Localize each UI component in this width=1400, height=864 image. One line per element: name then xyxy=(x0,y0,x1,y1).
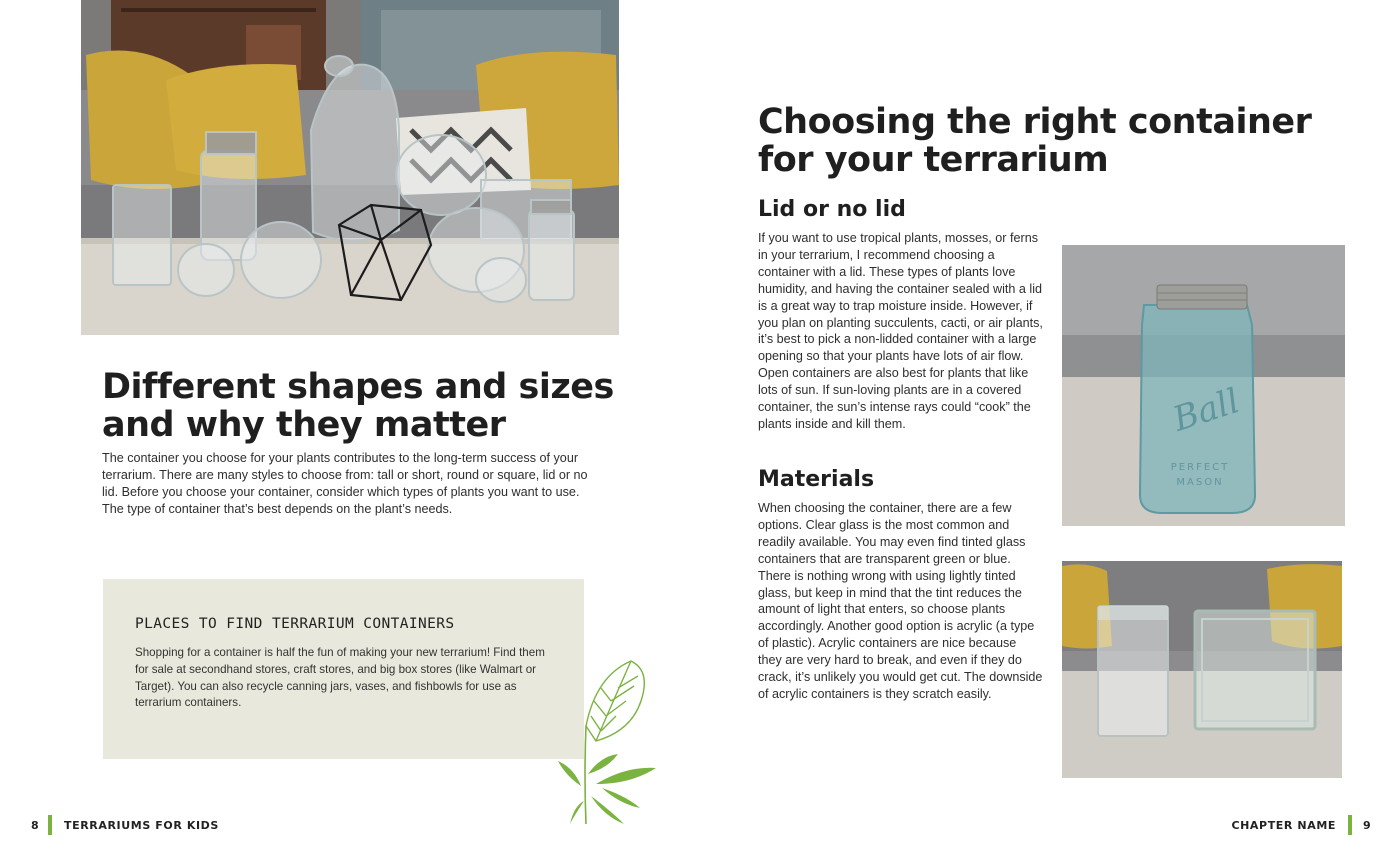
sidebar-text: Shopping for a container is half the fun of making your new terrarium! Find them for sale at secondhand stores, craft stores, and big box stores (like Walmart or Target). You can also recycle canning jars, vases, and fishbowls for use as terrarium containers. xyxy=(135,646,545,710)
footer-accent-bar xyxy=(1348,815,1352,835)
footer-book-title: TERRARIUMS FOR KIDS xyxy=(64,819,219,832)
sidebar-box xyxy=(103,579,584,759)
section-text-materials: When choosing the container, there are a few options. Clear glass is the most common and readily available. You may even find tinted glass containers that are transparent green or blue. There is nothing wrong with using lightly tinted glass, but keep in mind that the tint reduces the amount of light that enters, so choose plants accordingly. Another good option is acrylic (a type of plastic). Acrylic containers are nice because they are very hard to break, and even if they do crack, it’s unlikely you would get cut. The downside of acrylic containers is they scratch easily. xyxy=(758,501,1043,701)
jar-line1-text: PERFECT xyxy=(1170,462,1230,473)
sidebar-title: PLACES TO FIND TERRARIUM CONTAINERS xyxy=(135,616,455,632)
glass-cubes-photo xyxy=(1062,561,1342,778)
jar-brand-text: Ball xyxy=(1168,381,1245,440)
jar-line2-text: MASON xyxy=(1176,477,1224,488)
page-number-right: 9 xyxy=(1363,819,1371,832)
mason-jar-photo xyxy=(1062,245,1345,526)
leaf-illustration xyxy=(556,656,664,826)
section-heading-materials: Materials xyxy=(758,467,875,492)
glass-containers-photo xyxy=(81,0,619,335)
page-heading: Different shapes and sizes and why they matter xyxy=(102,367,614,445)
section-heading-lid: Lid or no lid xyxy=(758,197,906,222)
section-text-lid: If you want to use tropical plants, mosses, or ferns in your terrarium, I recommend choosing a container with a lid. These types of plants love humidity, and having the container sealed with a lid is a great way to trap moisture inside. However, if you plan on planting succulents, cacti, or air plants, it’s best to pick a non-lidded container with a large opening so that your plants have lots of air flow. Open containers are also best for plants that like lots of sun. If sun-loving plants are in a covered container, the sun’s intense rays could “cook” the plants inside and kill them. xyxy=(758,231,1043,431)
footer-accent-bar xyxy=(48,815,52,835)
page-number-left: 8 xyxy=(31,819,39,832)
footer-chapter-name: CHAPTER NAME xyxy=(1231,819,1336,832)
page-heading: Choosing the right container for your terrarium xyxy=(758,102,1312,180)
intro-paragraph: The container you choose for your plants contributes to the long-term success of your terrarium. There are many styles to choose from: tall or short, round or square, lid or no lid. Before you choose your container, consider which types of plants you want to use. The type of container that’s best depends on the plant’s needs. xyxy=(102,451,588,516)
